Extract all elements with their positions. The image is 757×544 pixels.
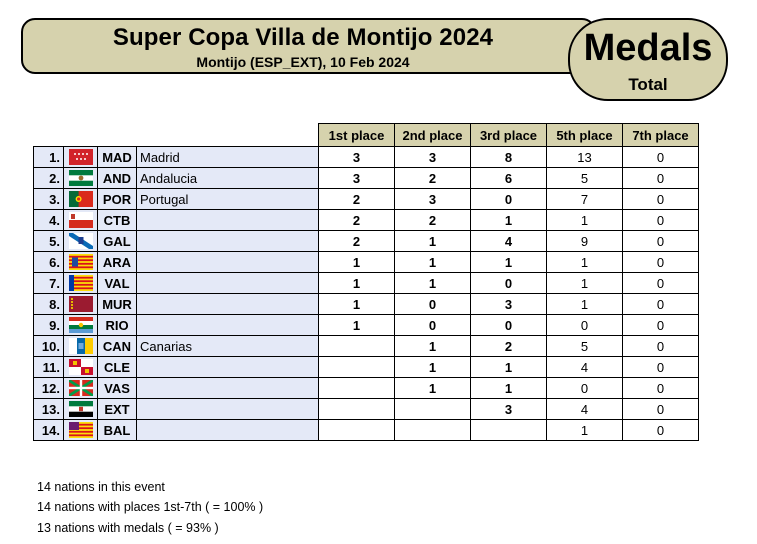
event-subtitle: Montijo (ESP_EXT), 10 Feb 2024 [196, 54, 410, 70]
flag-ara-icon [64, 254, 97, 270]
second-place-cell: 1 [395, 273, 471, 294]
third-place-cell: 4 [471, 231, 547, 252]
name-cell [137, 315, 319, 336]
flag-mur-icon [64, 296, 97, 312]
seventh-place-cell: 0 [623, 147, 699, 168]
fifth-place-cell: 4 [547, 399, 623, 420]
table-row [34, 336, 699, 357]
flag-cell [64, 189, 98, 210]
name-cell [137, 273, 319, 294]
event-header [21, 18, 596, 74]
code-cell: CLE [98, 357, 137, 378]
seventh-place-cell: 0 [623, 168, 699, 189]
medal-table-header [34, 124, 699, 147]
code-cell: VAL [98, 273, 137, 294]
table-row [34, 210, 699, 231]
code-cell: EXT [98, 399, 137, 420]
third-place-cell: 0 [471, 315, 547, 336]
flag-and-icon [64, 170, 97, 186]
table-row [34, 315, 699, 336]
second-place-cell [395, 420, 471, 441]
second-place-cell: 0 [395, 315, 471, 336]
seventh-place-cell: 0 [623, 315, 699, 336]
name-cell: Portugal [137, 189, 319, 210]
flag-ctb-icon [64, 212, 97, 228]
third-place-cell: 1 [471, 252, 547, 273]
flag-cell [64, 399, 98, 420]
table-row [34, 294, 699, 315]
table-row [34, 252, 699, 273]
flag-cell [64, 315, 98, 336]
rank-cell: 8. [34, 294, 64, 315]
flag-gal-icon [64, 233, 97, 249]
name-cell [137, 252, 319, 273]
flag-cell [64, 147, 98, 168]
third-place-cell [471, 420, 547, 441]
first-place-cell: 1 [319, 315, 395, 336]
fifth-place-cell: 9 [547, 231, 623, 252]
code-cell: CAN [98, 336, 137, 357]
col-header-5th: 5th place [547, 124, 623, 147]
first-place-cell [319, 357, 395, 378]
rank-cell: 3. [34, 189, 64, 210]
flag-cell [64, 420, 98, 441]
second-place-cell: 1 [395, 231, 471, 252]
first-place-cell: 1 [319, 273, 395, 294]
first-place-cell: 2 [319, 210, 395, 231]
seventh-place-cell: 0 [623, 273, 699, 294]
second-place-cell: 3 [395, 147, 471, 168]
rank-cell: 14. [34, 420, 64, 441]
seventh-place-cell: 0 [623, 357, 699, 378]
rank-cell: 9. [34, 315, 64, 336]
flag-cell [64, 252, 98, 273]
first-place-cell: 2 [319, 231, 395, 252]
fifth-place-cell: 1 [547, 210, 623, 231]
code-cell: GAL [98, 231, 137, 252]
name-cell [137, 399, 319, 420]
seventh-place-cell: 0 [623, 189, 699, 210]
event-title: Super Copa Villa de Montijo 2024 [112, 24, 494, 51]
header-spacer [34, 124, 319, 147]
name-cell [137, 378, 319, 399]
code-cell: CTB [98, 210, 137, 231]
table-row [34, 168, 699, 189]
footer-medals-count: 13 nations with medals ( = 93% ) [37, 521, 219, 535]
third-place-cell: 3 [471, 399, 547, 420]
code-cell: BAL [98, 420, 137, 441]
fifth-place-cell: 1 [547, 294, 623, 315]
rank-cell: 7. [34, 273, 64, 294]
third-place-cell: 0 [471, 189, 547, 210]
third-place-cell: 1 [471, 210, 547, 231]
name-cell: Madrid [137, 147, 319, 168]
fifth-place-cell: 4 [547, 357, 623, 378]
seventh-place-cell: 0 [623, 210, 699, 231]
table-row [34, 399, 699, 420]
table-row [34, 357, 699, 378]
flag-cell [64, 231, 98, 252]
fifth-place-cell: 1 [547, 420, 623, 441]
flag-vas-icon [64, 380, 97, 396]
third-place-cell: 1 [471, 378, 547, 399]
flag-ext-icon [64, 401, 97, 417]
rank-cell: 10. [34, 336, 64, 357]
rank-cell: 6. [34, 252, 64, 273]
fifth-place-cell: 1 [547, 273, 623, 294]
name-cell [137, 210, 319, 231]
table-row [34, 378, 699, 399]
third-place-cell: 3 [471, 294, 547, 315]
medals-badge-subtitle: Total [628, 75, 668, 94]
first-place-cell: 1 [319, 294, 395, 315]
fifth-place-cell: 1 [547, 252, 623, 273]
second-place-cell: 0 [395, 294, 471, 315]
first-place-cell [319, 399, 395, 420]
fifth-place-cell: 7 [547, 189, 623, 210]
fifth-place-cell: 5 [547, 168, 623, 189]
medals-badge-title: Medals [583, 27, 713, 69]
seventh-place-cell: 0 [623, 336, 699, 357]
second-place-cell [395, 399, 471, 420]
flag-cell [64, 273, 98, 294]
flag-cle-icon [64, 359, 97, 375]
table-row [34, 189, 699, 210]
third-place-cell: 8 [471, 147, 547, 168]
flag-cell [64, 294, 98, 315]
medal-table [33, 123, 699, 441]
footer-places-count: 14 nations with places 1st-7th ( = 100% ) [37, 500, 264, 514]
code-cell: ARA [98, 252, 137, 273]
flag-cell [64, 168, 98, 189]
table-row [34, 420, 699, 441]
flag-por-icon [64, 191, 97, 207]
rank-cell: 11. [34, 357, 64, 378]
first-place-cell: 3 [319, 168, 395, 189]
table-row [34, 273, 699, 294]
name-cell [137, 357, 319, 378]
flag-bal-icon [64, 422, 97, 438]
first-place-cell: 1 [319, 252, 395, 273]
seventh-place-cell: 0 [623, 399, 699, 420]
first-place-cell: 3 [319, 147, 395, 168]
name-cell: Andalucia [137, 168, 319, 189]
rank-cell: 13. [34, 399, 64, 420]
first-place-cell: 2 [319, 189, 395, 210]
first-place-cell [319, 420, 395, 441]
code-cell: VAS [98, 378, 137, 399]
second-place-cell: 2 [395, 168, 471, 189]
name-cell [137, 420, 319, 441]
flag-cell [64, 357, 98, 378]
name-cell [137, 231, 319, 252]
fifth-place-cell: 0 [547, 378, 623, 399]
flag-cell [64, 336, 98, 357]
seventh-place-cell: 0 [623, 378, 699, 399]
third-place-cell: 0 [471, 273, 547, 294]
third-place-cell: 2 [471, 336, 547, 357]
rank-cell: 4. [34, 210, 64, 231]
flag-cell [64, 210, 98, 231]
second-place-cell: 1 [395, 252, 471, 273]
first-place-cell [319, 336, 395, 357]
rank-cell: 1. [34, 147, 64, 168]
seventh-place-cell: 0 [623, 294, 699, 315]
code-cell: AND [98, 168, 137, 189]
col-header-2nd: 2nd place [395, 124, 471, 147]
col-header-7th: 7th place [623, 124, 699, 147]
second-place-cell: 1 [395, 336, 471, 357]
seventh-place-cell: 0 [623, 252, 699, 273]
flag-val-icon [64, 275, 97, 291]
col-header-3rd: 3rd place [471, 124, 547, 147]
seventh-place-cell: 0 [623, 231, 699, 252]
second-place-cell: 1 [395, 357, 471, 378]
code-cell: POR [98, 189, 137, 210]
flag-rio-icon [64, 317, 97, 333]
flag-mad-icon [64, 149, 97, 165]
code-cell: RIO [98, 315, 137, 336]
code-cell: MAD [98, 147, 137, 168]
second-place-cell: 2 [395, 210, 471, 231]
footer-nations-count: 14 nations in this event [37, 480, 165, 494]
col-header-1st: 1st place [319, 124, 395, 147]
rank-cell: 2. [34, 168, 64, 189]
fifth-place-cell: 0 [547, 315, 623, 336]
fifth-place-cell: 13 [547, 147, 623, 168]
flag-cell [64, 378, 98, 399]
first-place-cell [319, 378, 395, 399]
fifth-place-cell: 5 [547, 336, 623, 357]
name-cell [137, 294, 319, 315]
rank-cell: 5. [34, 231, 64, 252]
table-row [34, 147, 699, 168]
medals-badge [568, 18, 728, 101]
third-place-cell: 1 [471, 357, 547, 378]
flag-can-icon [64, 338, 97, 354]
second-place-cell: 1 [395, 378, 471, 399]
table-row [34, 231, 699, 252]
rank-cell: 12. [34, 378, 64, 399]
second-place-cell: 3 [395, 189, 471, 210]
name-cell: Canarias [137, 336, 319, 357]
third-place-cell: 6 [471, 168, 547, 189]
code-cell: MUR [98, 294, 137, 315]
seventh-place-cell: 0 [623, 420, 699, 441]
